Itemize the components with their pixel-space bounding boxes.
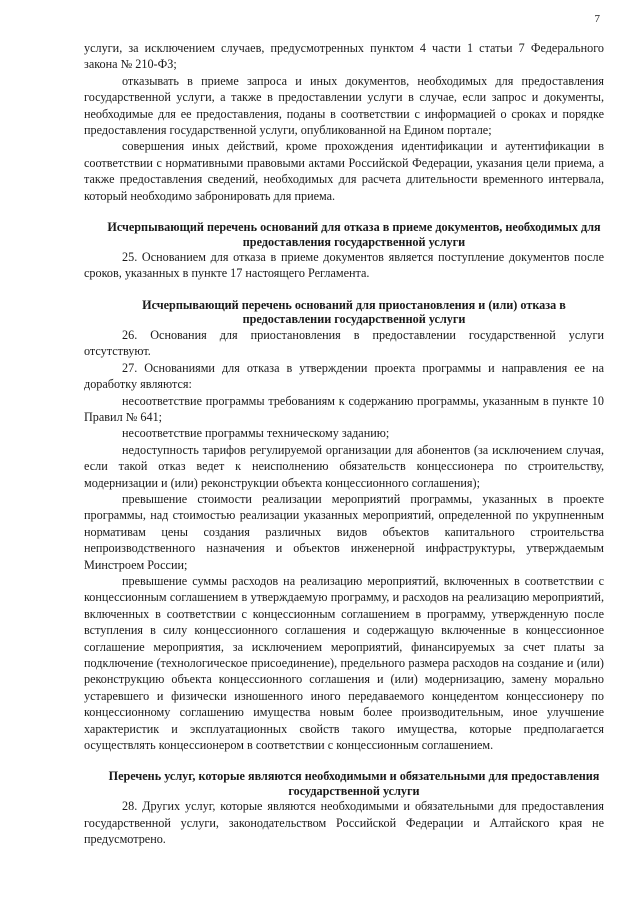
list-item: превышение суммы расходов на реализацию мероприятий, включенных в соответствии с концессионным соглашением в утверждаемую программу, и расходов на реализацию мероприятий, включенных в соответствии с концессионным соглашением в программу, утвержденную после вступления в силу концессионного соглашения и содержащую включенные в концессионное соглашение мероприятия, за исключением мероприятий, финансируемых за счет платы за подключение (технологическое присоединение), предельного размера расходов на создание и (или) реконструкцию объекта концессионного соглашения и (или) модернизацию, замену морально устаревшего и физически изношенного иного передаваемого концедентом концессионеру по концессионному соглашению имущества новым более производительным, иное улучшение характеристик и эксплуатационных свойств такого имущества, которые предполагается осуществлять концессионером в соответствии с концессионным соглашением.	[84, 573, 604, 753]
section-heading-suspension: Исчерпывающий перечень оснований для приостановления и (или) отказа в предоставлении государственной услуги	[142, 297, 566, 327]
paragraph: совершения иных действий, кроме прохождения идентификации и аутентификации в соответствии с нормативными правовыми актами Российской Федерации, указания цели приема, а также предоставления сведений, необходимых для расчета длительности временного интервала, который необходимо забронировать для приема.	[84, 139, 604, 203]
section-spacer	[84, 204, 604, 220]
section-spacer	[84, 753, 604, 769]
paragraph: отказывать в приеме запроса и иных документов, необходимых для предоставления государственной услуги, а также в предоставлении услуги в случае, если запрос и документы, необходимые для ее предоставления, поданы в соответствии с информацией о сроках и порядке предоставления государственной услуги, опубликованной на Едином портале;	[84, 73, 604, 138]
paragraph-28: 28. Других услуг, которые являются необходимыми и обязательными для предоставления государственной услуги, законодательством Российской Федерации и Алтайского края не предусмотрено.	[84, 799, 604, 847]
section-spacer	[84, 282, 604, 298]
list-item: несоответствие программы техническому заданию;	[122, 426, 390, 441]
paragraph-26: 26. Основания для приостановления в предоставлении государственной услуги отсутствуют.	[84, 327, 604, 359]
section-heading-required-services: Перечень услуг, которые являются необходимыми и обязательными для предоставления государственной услуги	[108, 769, 600, 798]
paragraph-25: 25. Основанием для отказа в приеме документов является поступление документов после сроков, указанных в пункте 17 настоящего Регламента.	[84, 250, 604, 281]
section-heading-refusal-docs: Исчерпывающий перечень оснований для отказа в приеме документов, необходимых для предоставления государственной услуги	[107, 220, 601, 249]
paragraph: услуги, за исключением случаев, предусмотренных пунктом 4 части 1 статьи 7 Федерального закона № 210-ФЗ;	[84, 41, 604, 72]
document-body	[84, 40, 604, 848]
list-item: недоступность тарифов регулируемой организации для абонентов (за исключением случая, если такой отказ ведет к неисполнению обязательств концессионера по строительству, модернизации и (или) реконструкции объекта концессионного соглашения);	[84, 442, 604, 490]
list-item: несоответствие программы требованиям к содержанию программы, указанным в пункте 10 Правил № 641;	[84, 393, 604, 424]
page-number: 7	[594, 13, 600, 25]
list-item: превышение стоимости реализации мероприятий программы, указанных в проекте программы, над стоимостью реализации указанных мероприятий, определенной по укрупненным нормативам цены создания различных видов объектов капитального строительства непроизводственного назначения и объектов инженерной инфраструктуры, утверждаемым Минстроем России;	[84, 491, 604, 572]
paragraph-27: 27. Основаниями для отказа в утверждении проекта программы и направления ее на доработку являются:	[84, 360, 604, 392]
